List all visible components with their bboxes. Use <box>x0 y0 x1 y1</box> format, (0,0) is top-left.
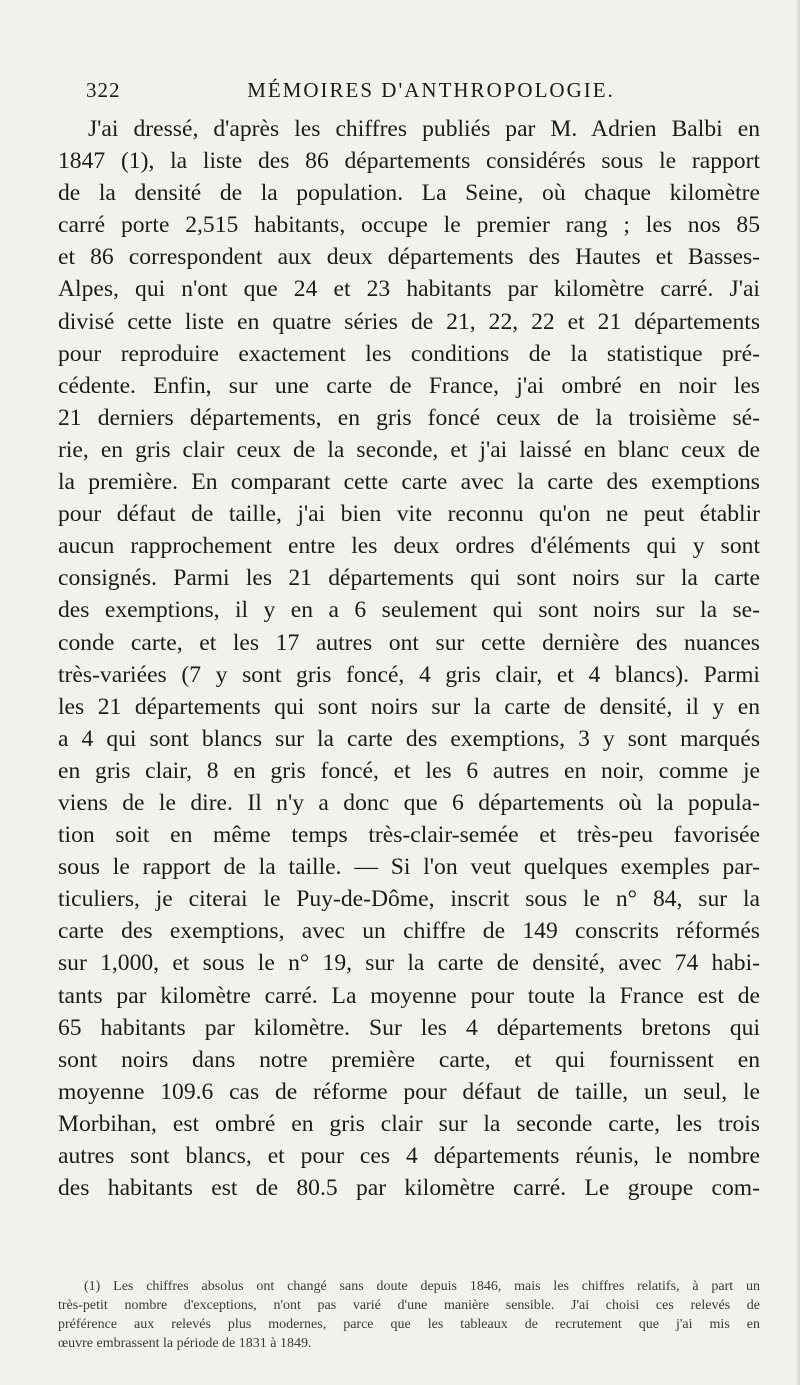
body-line: très-variées (7 y sont gris foncé, 4 gris clair, et 4 blancs). Parmi <box>58 661 760 688</box>
body-line: consignés. Parmi les 21 départements qui sont noirs sur la carte <box>58 565 760 592</box>
body-line: 1847 (1), la liste des 86 départements considérés sous le rapport <box>58 148 760 175</box>
body-line: moyenne 109.6 cas de réforme pour défaut de taille, un seul, le <box>58 1078 760 1105</box>
body-line: conde carte, et les 17 autres ont sur cette dernière des nuances <box>58 629 760 656</box>
body-line: divisé cette liste en quatre séries de 21, 22, 22 et 21 départements <box>58 308 760 335</box>
body-line: cédente. Enfin, sur une carte de France, j'ai ombré en noir les <box>58 372 760 399</box>
body-line: la première. En comparant cette carte avec la carte des exemptions <box>58 469 760 496</box>
footnote <box>58 1277 760 1353</box>
body-line: pour défaut de taille, j'ai bien vite reconnu qu'on ne peut établir <box>58 501 760 528</box>
body-line: sur 1,000, et sous le n° 19, sur la carte de densité, avec 74 habi- <box>58 950 760 977</box>
footnote-line: œuvre embrassent la période de 1831 à 1849. <box>58 1336 312 1351</box>
body-line: autres sont blancs, et pour ces 4 départements réunis, le nombre <box>58 1143 760 1169</box>
body-line: viens de le dire. Il n'y a donc que 6 départements où la popula- <box>58 789 760 816</box>
body-line: aucun rapprochement entre les deux ordres d'éléments qui y sont <box>58 533 760 560</box>
body-line: en gris clair, 8 en gris foncé, et les 6 autres en noir, comme je <box>58 757 760 784</box>
body-line: J'ai dressé, d'après les chiffres publiés par M. Adrien Balbi en <box>88 116 760 142</box>
body-line: et 86 correspondent aux deux départements des Hautes et Basses- <box>58 244 760 271</box>
page-number: 322 <box>86 78 121 102</box>
body-line: Alpes, qui n'ont que 24 et 23 habitants par kilomètre carré. J'ai <box>58 276 760 303</box>
footnote-line: (1) Les chiffres absolus ont changé sans doute depuis 1846, mais les chiffres relatifs, à part un <box>84 1279 760 1294</box>
body-line: Morbihan, est ombré en gris clair sur la seconde carte, les trois <box>58 1110 760 1137</box>
body-line: tants par kilomètre carré. La moyenne pour toute la France est de <box>58 982 760 1009</box>
body-line: ticuliers, je citerai le Puy-de-Dôme, inscrit sous le n° 84, sur la <box>58 886 760 913</box>
body-text <box>58 113 760 1204</box>
body-line: de la densité de la population. La Seine, où chaque kilomètre <box>58 180 760 207</box>
body-line: rie, en gris clair ceux de la seconde, et j'ai laissé en blanc ceux de <box>58 436 760 463</box>
body-line: 65 habitants par kilomètre. Sur les 4 départements bretons qui <box>58 1014 760 1041</box>
footnote-line: très-petit nombre d'exceptions, n'ont pas varié d'une manière sensible. J'ai choisi ces relevés de <box>58 1298 760 1313</box>
body-line: pour reproduire exactement les conditions de la statistique pré- <box>58 340 760 367</box>
body-line: 21 derniers départements, en gris foncé ceux de la troisième sé- <box>58 404 760 431</box>
body-line: a 4 qui sont blancs sur la carte des exemptions, 3 y sont marqués <box>58 725 760 752</box>
body-line: sous le rapport de la taille. — Si l'on veut quelques exemples par- <box>58 854 760 881</box>
body-line: sont noirs dans notre première carte, et qui fournissent en <box>58 1046 760 1073</box>
body-line: des exemptions, il y en a 6 seulement qui sont noirs sur la se- <box>58 597 760 624</box>
running-head: MÉMOIRES D'ANTHROPOLOGIE. <box>247 78 615 102</box>
body-line: tion soit en même temps très-clair-semée et très-peu favorisée <box>58 822 760 849</box>
body-line: carte des exemptions, avec un chiffre de 149 conscrits réformés <box>58 918 760 945</box>
body-line: les 21 départements qui sont noirs sur la carte de densité, il y en <box>58 693 760 720</box>
footnote-line: préférence aux relevés plus modernes, parce que les tableaux de recrutement que j'ai mis en <box>58 1317 760 1332</box>
body-line: carré porte 2,515 habitants, occupe le premier rang ; les nos 85 <box>58 212 760 239</box>
page-header <box>86 78 746 104</box>
page-edge-shadow <box>796 0 800 1385</box>
body-line: des habitants est de 80.5 par kilomètre carré. Le groupe com- <box>58 1175 760 1202</box>
